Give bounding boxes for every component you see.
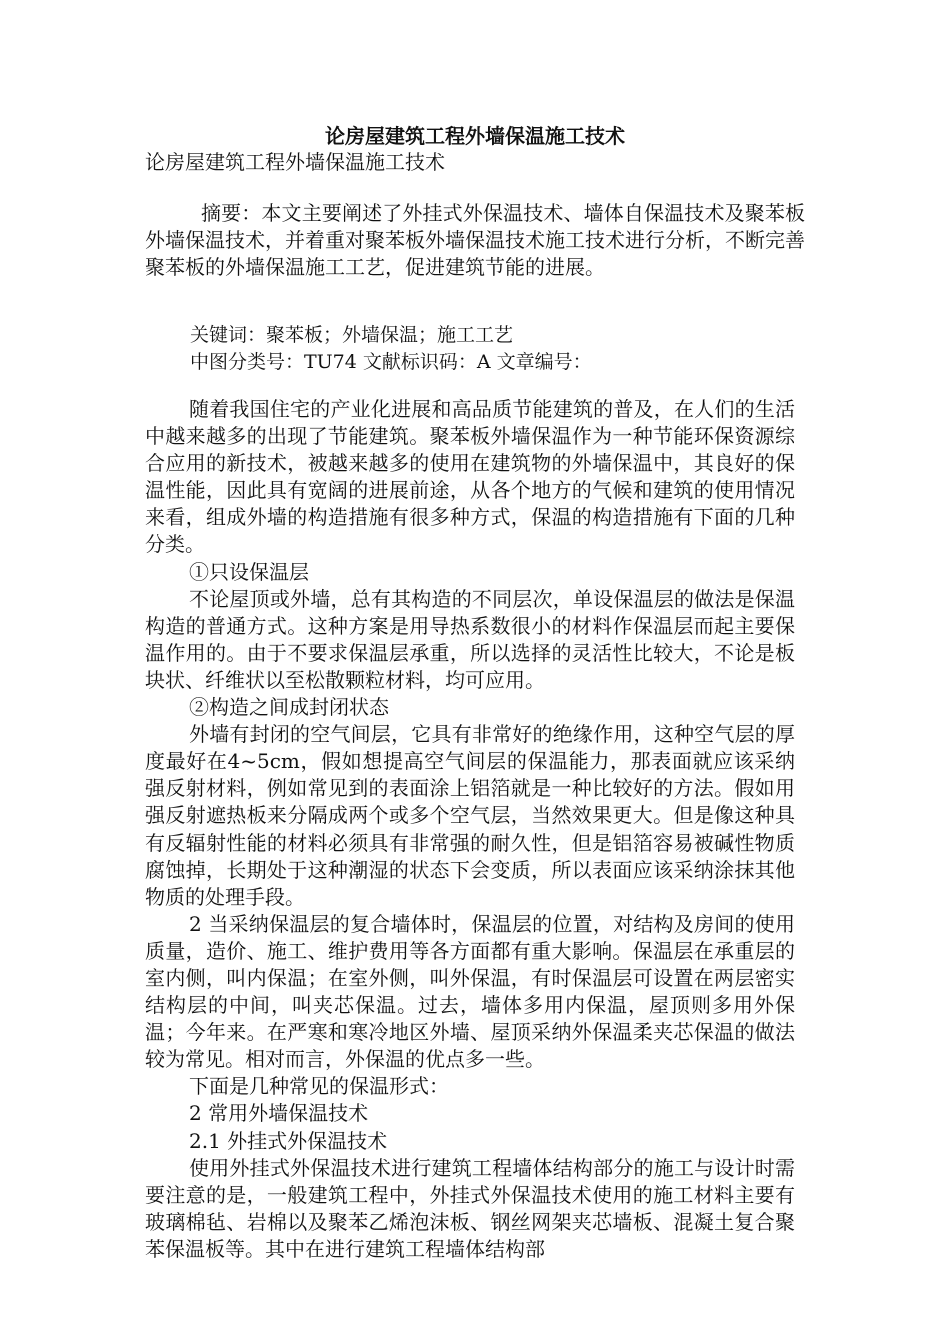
section-heading: ②构造之间成封闭状态 — [189, 695, 389, 720]
section-heading: 2 常用外墙保温技术 — [189, 1101, 369, 1126]
section-heading: ①只设保温层 — [189, 559, 309, 584]
keywords-line: 关键词：聚苯板；外墙保温；施工工艺 — [190, 324, 514, 346]
body-paragraph: 外墙有封闭的空气间层，它具有非常好的绝缘作用，这种空气层的厚度最好在4~5cm，假如想提高空气间层的保温能力，那表面就应该采纳强反射材料，例如常见到的表面涂上铝箔就是一种比较好的方法。假如用强反射遮热板来分隔成两个或多个空气层，当然效果更大。但是像这种具有反辐射性能的材料必须具有非常强的耐久性，但是铝箔容易被碱性物质腐蚀掉，长期处于这种潮湿的状态下会变质，所以表面应该采纳涂抹其他物质的处理手段。 — [145, 722, 795, 909]
body-text — [145, 396, 795, 1263]
body-paragraph: 2 当采纳保温层的复合墙体时，保温层的位置，对结构及房间的使用质量，造价、施工、维护费用等各方面都有重大影响。保温层在承重层的室内侧，叫内保温；在室外侧，叫外保温，有时保温层可设置在两层密实结构层的中间，叫夹芯保温。过去，墙体多用内保温，屋顶则多用外保温；今年来。在严寒和寒冷地区外墙、屋顶采纳外保温柔夹芯保温的做法较为常见。相对而言，外保温的优点多一些。 — [145, 911, 795, 1072]
section-heading: 2.1 外挂式外保温技术 — [189, 1128, 388, 1153]
document-title: 论房屋建筑工程外墙保温施工技术 — [325, 124, 625, 148]
document-subtitle: 论房屋建筑工程外墙保温施工技术 — [145, 150, 445, 174]
body-paragraph: 随着我国住宅的产业化进展和高品质节能建筑的普及，在人们的生活中越来越多的出现了节能建筑。聚苯板外墙保温作为一种节能环保资源综合应用的新技术，被越来越多的使用在建筑物的外墙保温中，其良好的保温性能，因此具有宽阔的进展前途，从各个地方的气候和建筑的使用情况来看，组成外墙的构造措施有很多种方式，保温的构造措施有下面的几种分类。 — [145, 397, 795, 557]
body-paragraph: 使用外挂式外保温技术进行建筑工程墙体结构部分的施工与设计时需要注意的是，一般建筑工程中，外挂式外保温技术使用的施工材料主要有玻璃棉毡、岩棉以及聚苯乙烯泡沫板、钢丝网架夹芯墙板、混凝土复合聚苯保温板等。其中在进行建筑工程墙体结构部 — [145, 1155, 795, 1261]
abstract-paragraph: 摘要：本文主要阐述了外挂式外保温技术、墙体自保温技术及聚苯板外墙保温技术，并着重对聚苯板外墙保温技术施工技术进行分析，不断完善聚苯板的外墙保温施工工艺，促进建筑节能的进展。 — [145, 201, 805, 279]
classification-line: 中图分类号：TU74 文献标识码：A 文章编号： — [190, 351, 592, 373]
body-paragraph: 下面是几种常见的保温形式： — [189, 1074, 449, 1099]
body-paragraph: 不论屋顶或外墙，总有其构造的不同层次，单设保温层的做法是保温构造的普通方式。这种方案是用导热系数很小的材料作保温层而起主要保温作用的。由于不要求保温层承重，所以选择的灵活性比较大，不论是板块状、纤维状以至松散颗粒材料，均可应用。 — [145, 586, 795, 692]
